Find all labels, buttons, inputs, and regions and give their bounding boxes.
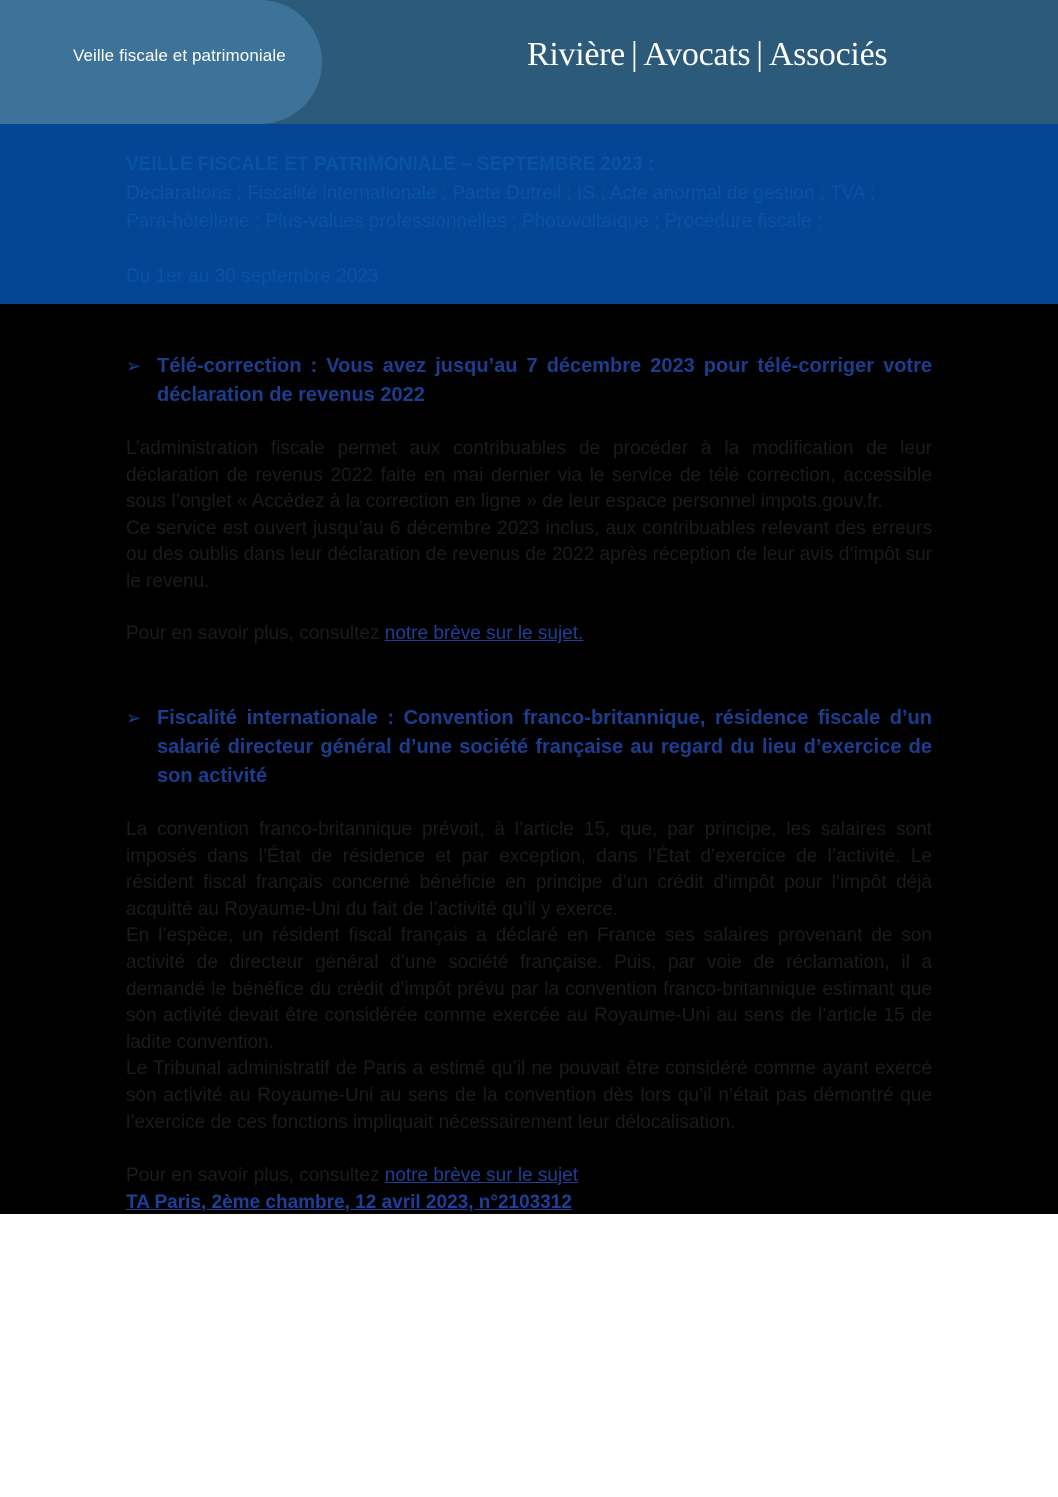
banner-title: VEILLE FISCALE ET PATRIMONIALE – SEPTEMBRE 2023 : [126,154,655,175]
paragraph: La convention franco-britannique prévoit, à l’article 15, que, par principe, les salaires sont imposés dans l’État de résidence et par exception, dans l’État d’exercice de l’activité. Le résident fiscal français concerné bénéficie en principe d’un crédit d’impôt pour l’impôt déjà acquitté au Royaume-Uni du fait de l’activité qu’il y exerce. [126,819,932,920]
read-more-line [126,1165,578,1187]
paragraph: En l’espèce, un résident fiscal français a déclaré en France ses salaires provenant de son activité de directeur général d’une société française. Puis, par voie de réclamation, il a demandé le bénéfice du crédit d’impôt prévu par la convention franco-britannique estimant que son activité devait être considérée comme exercée au Royaume-Uni au sens de l’article 15 de ladite convention. [126,925,932,1053]
firm-logo [527,36,887,74]
read-more-link[interactable]: notre brève sur le sujet. [384,623,584,644]
paragraph: Le Tribunal administratif de Paris a estimé qu’il ne pouvait être considéré comme ayant exercé son activité au Royaume-Uni au sens de la convention dès lors qu’il n’était pas démontré que l’exercice de ces fonctions impliquait nécessairement leur délocalisation. [126,1058,932,1133]
banner-topics-line-1: Déclarations ; Fiscalité internationale ; Pacte Dutreil ; IS ; Acte anormal de gestion ; TVA ; [126,183,876,204]
court-decision-link[interactable]: TA Paris, 2ème chambre, 12 avril 2023, n°2103312 [126,1192,572,1213]
paragraph: Ce service est ouvert jusqu’au 6 décembre 2023 inclus, aux contribuables relevant des erreurs ou des oublis dans leur déclaration de revenus de 2022 après réception de leur avis d’impôt sur le revenu. [126,517,932,592]
read-more-prefix: Pour en savoir plus, consultez [126,1165,385,1186]
firm-name-part: Associés [768,36,888,73]
paragraph: L’administration fiscale permet aux contribuables de procéder à la modification de leur déclaration de revenus 2022 faite en mai dernier via le service de télé correction, accessible sous l’onglet « Accédez à la correction en ligne » de leur espace personnel impots.gouv.fr. [126,438,932,513]
arrow-bullet-icon: ➢ [126,708,142,728]
section-body [126,436,932,596]
read-more-link[interactable]: notre brève sur le sujet [384,1165,579,1186]
read-more-line [126,623,583,645]
firm-name-part: Avocats [643,36,751,73]
header-tab [0,0,322,124]
firm-separator: | [756,36,763,73]
header-label: Veille fiscale et patrimoniale [73,46,286,65]
section-heading-tele-correction [126,352,932,410]
firm-name-part: Rivière [527,36,625,73]
firm-separator: | [630,36,638,73]
page-header [0,0,1058,124]
read-more-prefix: Pour en savoir plus, consultez [126,623,385,644]
section-heading-text: Télé-correction : Vous avez jusqu’au 7 décembre 2023 pour télé-corriger votre déclaration de revenus 2022 [157,355,932,406]
section-heading-fiscalite-internationale [126,704,932,791]
arrow-bullet-icon: ➢ [126,356,142,376]
section-body [126,817,932,1136]
banner-topics-line-2: Para-hôtellerie ; Plus-values professionnelles ; Photovoltaïque ; Procédure fiscale ; [126,211,822,232]
banner-date: Du 1er au 30 septembre 2023 [126,266,379,287]
section-heading-text: Fiscalité internationale : Convention franco-britannique, résidence fiscale d’un salarié directeur général d’une société française au regard du lieu d’exercice de son activité [157,707,932,787]
